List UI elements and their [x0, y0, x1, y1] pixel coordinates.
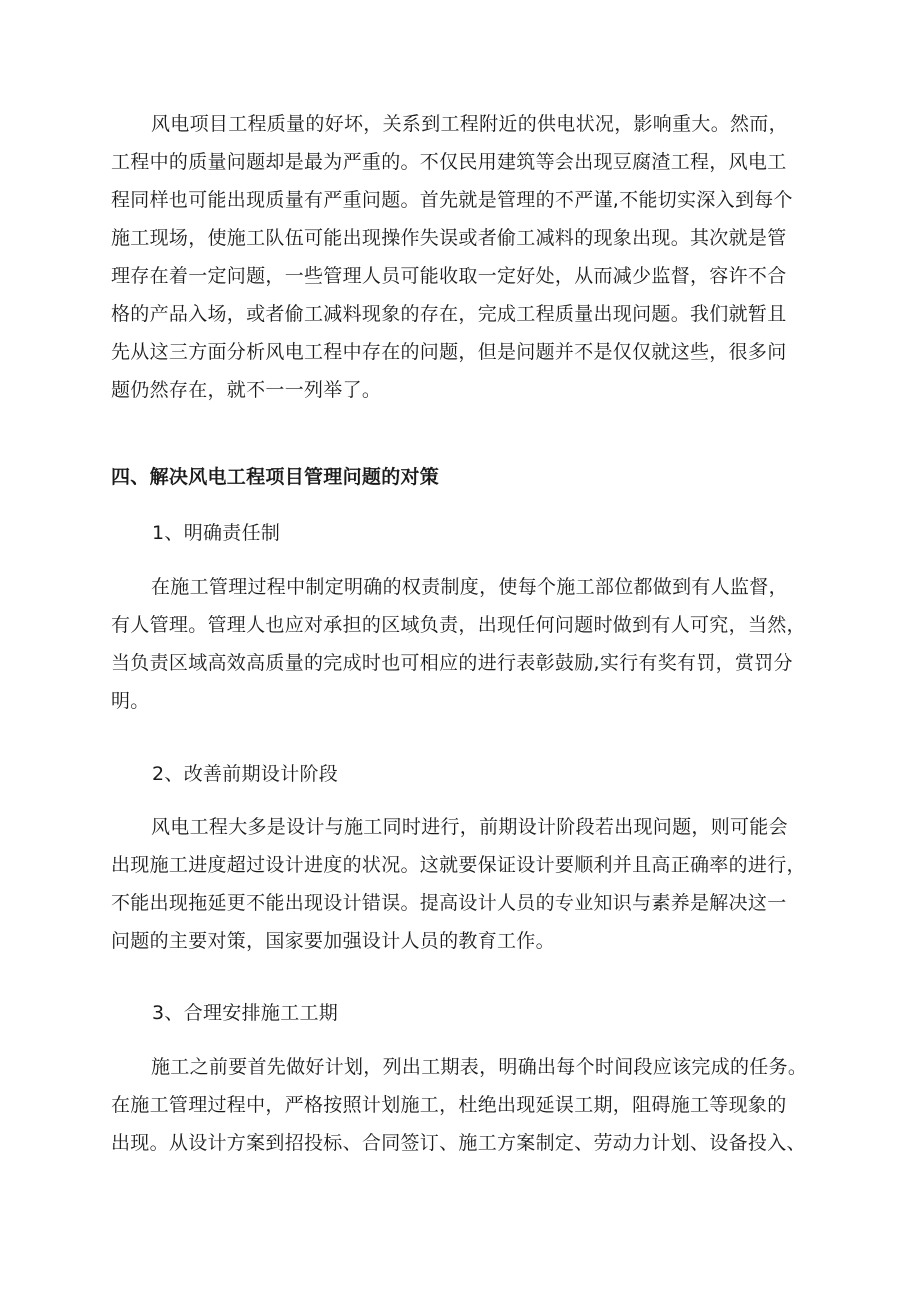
paragraph-design-stage: [111, 808, 823, 960]
paragraph-line: 出现。从设计方案到招投标、合同签订、施工方案制定、劳动力计划、设备投入、: [111, 1132, 806, 1154]
paragraph-line: 在施工管理过程中，严格按照计划施工，杜绝出现延误工期，阻碍施工等现象的: [111, 1094, 787, 1116]
subheading-design-stage: 2、改善前期设计阶段: [152, 763, 339, 785]
paragraph-line: 风电工程大多是设计与施工同时进行，前期设计阶段若出现问题，则可能会: [151, 816, 788, 838]
paragraph-line: 问题的主要对策，国家要加强设计人员的教育工作。: [111, 930, 555, 952]
paragraph-line: 在施工管理过程中制定明确的权责制度，使每个施工部位都做到有人监督，: [151, 576, 788, 598]
paragraph-line: 格的产品入场，或者偷工减料现象的存在，完成工程质量出现问题。我们就暂且: [111, 303, 787, 325]
paragraph-quality-issues: [111, 105, 823, 409]
paragraph-line: 题仍然存在，就不一一列举了。: [111, 379, 382, 401]
subheading-construction-schedule: 3、合理安排施工工期: [152, 1002, 339, 1024]
paragraph-line: 理存在着一定问题，一些管理人员可能收取一定好处，从而减少监督，容许不合: [111, 265, 787, 287]
paragraph-line: 工程中的质量问题却是最为严重的。不仅民用建筑等会出现豆腐渣工程，风电工: [111, 151, 787, 173]
paragraph-line: 明。: [111, 690, 150, 712]
paragraph-line: 程同样也可能出现质量有严重问题。首先就是管理的不严谨,不能切实深入到每个: [111, 189, 793, 211]
paragraph-line: 风电项目工程质量的好坏，关系到工程附近的供电状况，影响重大。然而，: [151, 113, 788, 135]
paragraph-responsibility: [111, 568, 823, 720]
paragraph-line: 施工现场，使施工队伍可能出现操作失误或者偷工减料的现象出现。其次就是管: [111, 227, 787, 249]
paragraph-line: 施工之前要首先做好计划，列出工期表，明确出每个时间段应该完成的任务。: [151, 1056, 808, 1078]
paragraph-construction-schedule: [111, 1048, 823, 1162]
subheading-responsibility: 1、明确责任制: [152, 522, 281, 544]
section-heading: 四、解决风电工程项目管理问题的对策: [111, 466, 440, 488]
paragraph-line: 有人管理。管理人也应对承担的区域负责，出现任何问题时做到有人可究，当然，: [111, 614, 806, 636]
paragraph-line: 出现施工进度超过设计进度的状况。这就要保证设计要顺利并且高正确率的进行，: [111, 854, 806, 876]
paragraph-line: 当负责区域高效高质量的完成时也可相应的进行表彰鼓励,实行有奖有罚，赏罚分: [111, 652, 793, 674]
paragraph-line: 不能出现拖延更不能出现设计错误。提高设计人员的专业知识与素养是解决这一: [111, 892, 787, 914]
paragraph-line: 先从这三方面分析风电工程中存在的问题，但是问题并不是仅仅就这些，很多问: [111, 341, 787, 363]
